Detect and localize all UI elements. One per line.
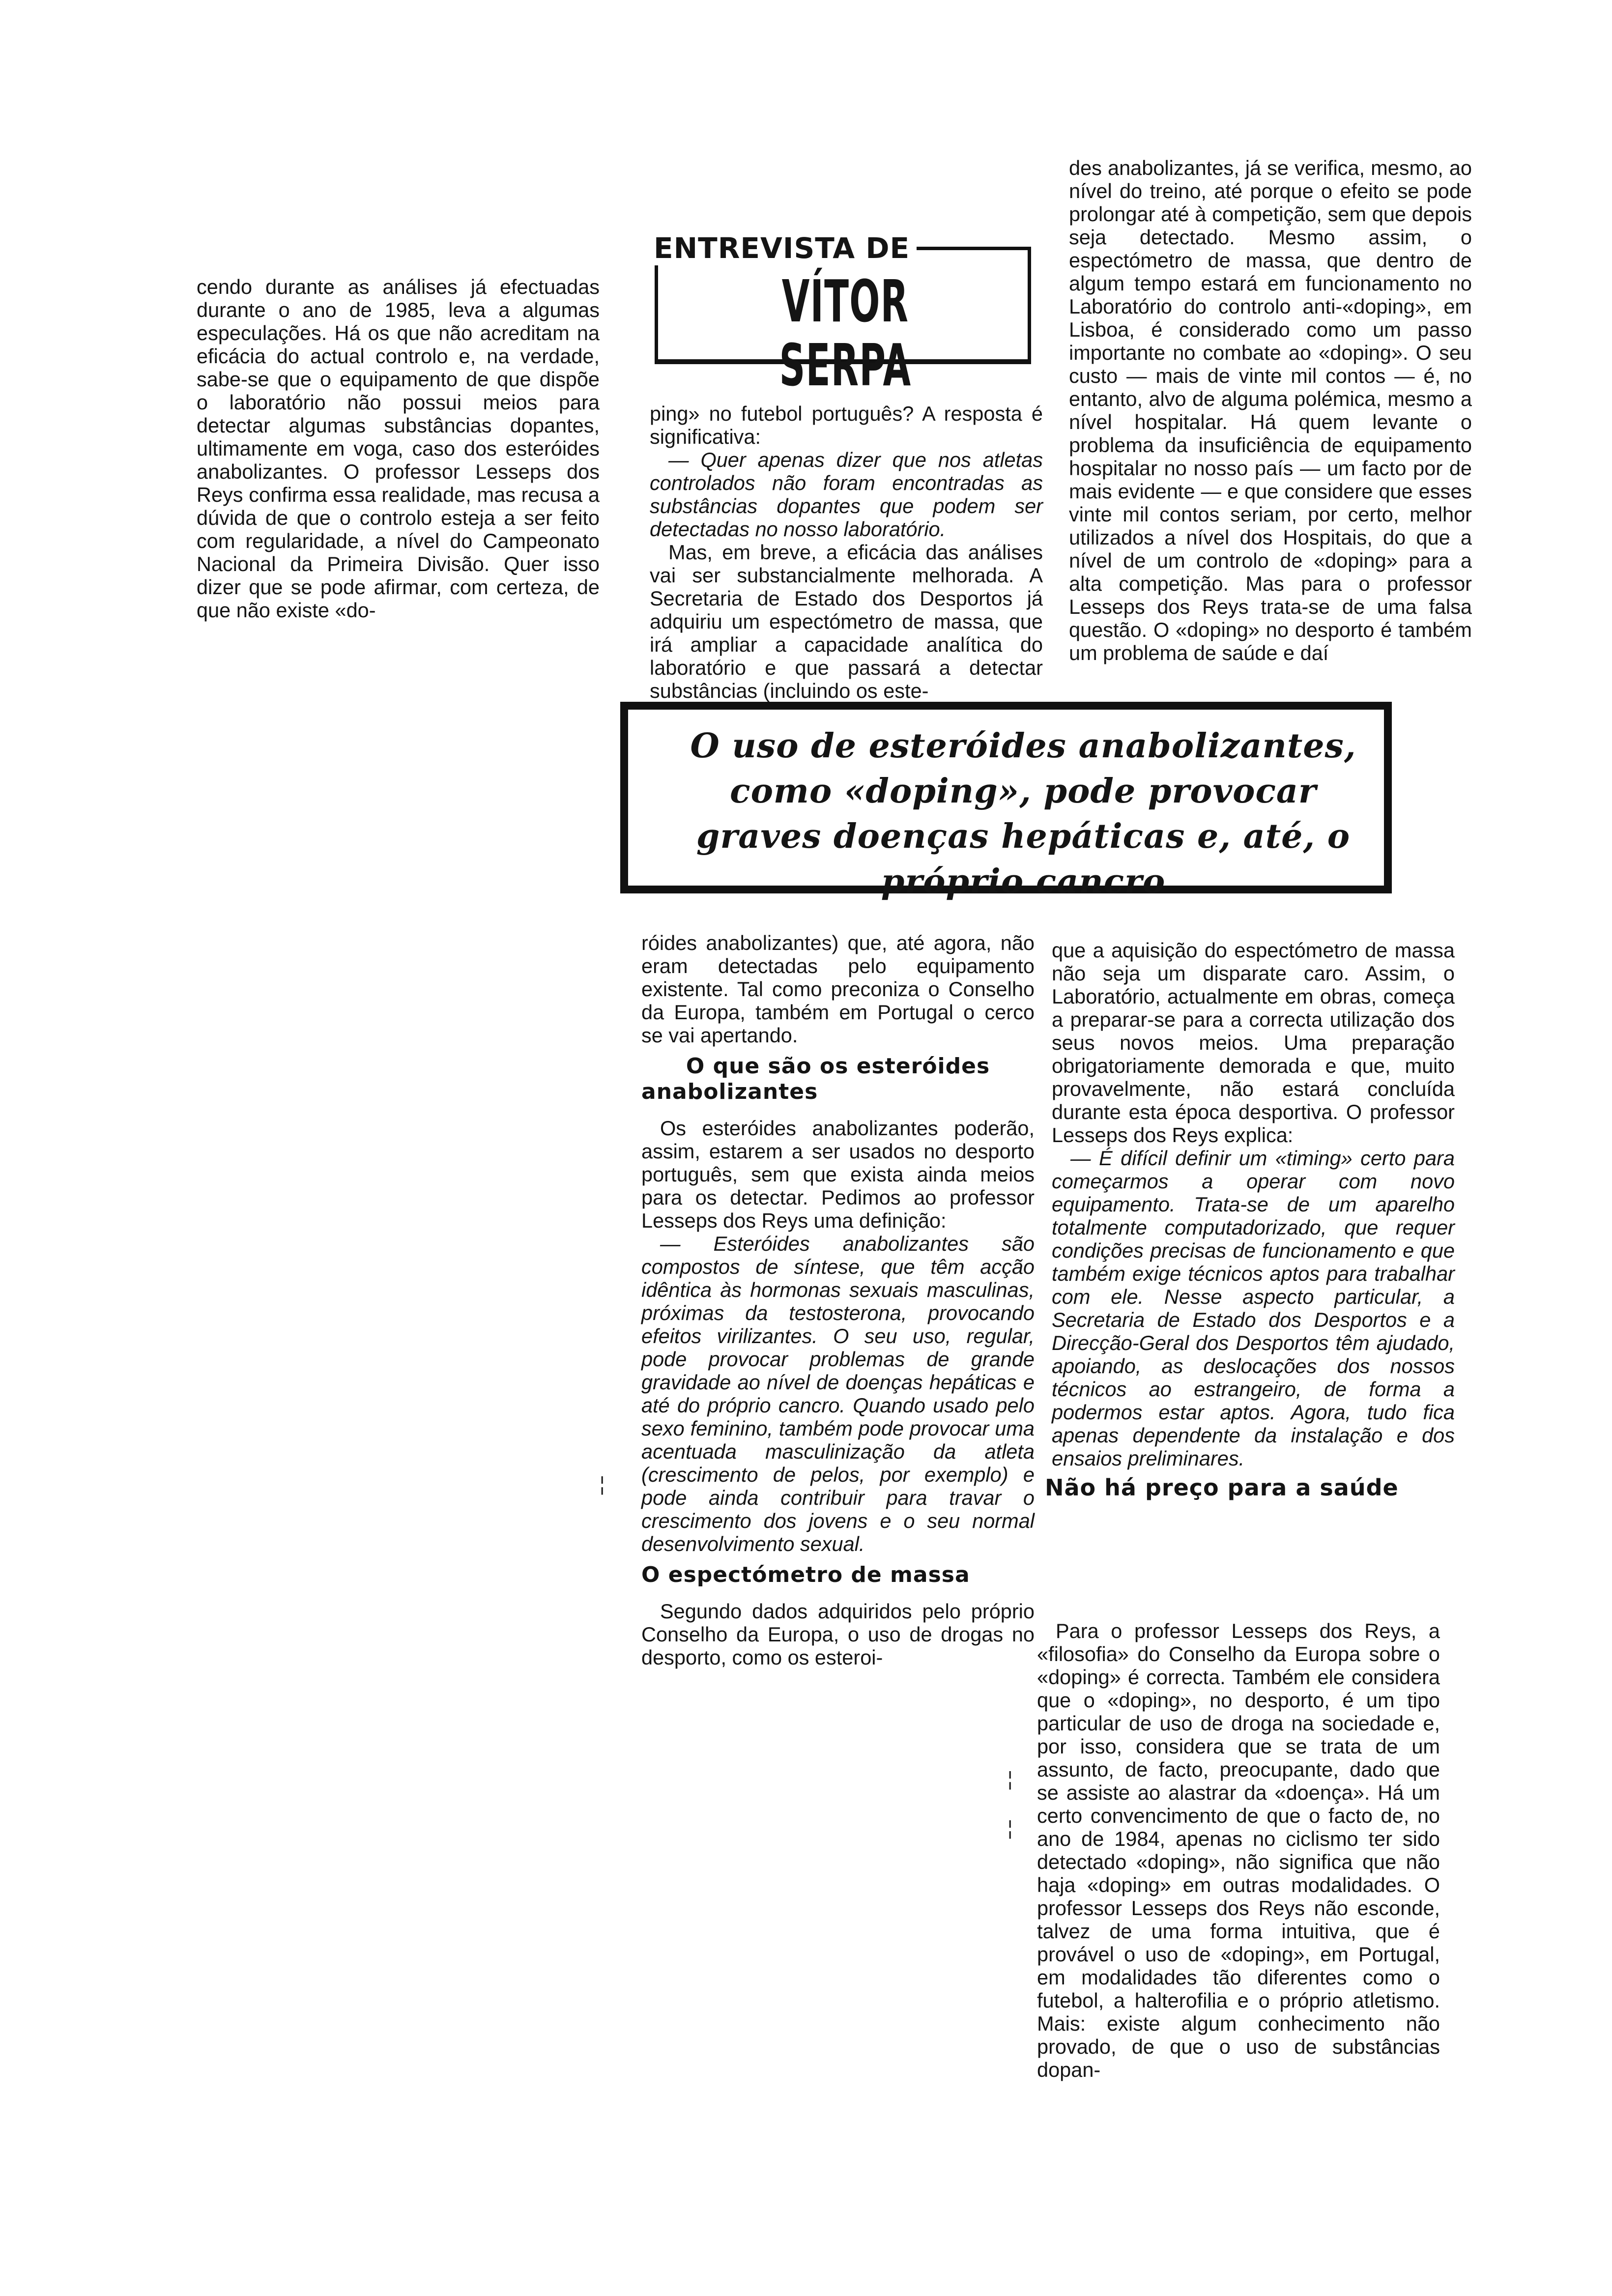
- scan-mark: ¦: [1008, 1768, 1013, 1790]
- paragraph: Para o professor Lesseps dos Reys, a «filosofia» do Conselho da Europa sobre o «doping» é correcta. Também ele considera que o «doping», no desporto, é um tipo particular de uso de droga na sociedade e, por isso, considera que se trata de um assunto, de facto, preocupante, dado que se assiste ao alastrar da «doença». Há um certo convencimento de que o facto de, no ano de 1984, apenas no ciclismo ter sido detectado «doping», não significa que não haja «doping» em outras modalidades. O professor Lesseps dos Reys não esconde, talvez de uma forma intuitiva, que é provável o uso de «doping», em Portugal, em modalidades tão diferentes como o futebol, a halterofilia e o próprio atletismo. Mais: existe algum conhecimento não provado, de que o uso de substâncias dopan-: [1037, 1619, 1440, 2081]
- interview-label: ENTREVISTA DE: [654, 231, 917, 265]
- interview-header: [654, 231, 1037, 399]
- column-right-top: [1069, 156, 1472, 664]
- quote-answer: — É difícil definir um «timing» certo para começarmos a operar com novo equipamento. Trata-se de um aparelho totalmente computadorizado, que requer condições precisas de funcionamento e que também exige técnicos aptos para trabalhar com ele. Nesse aspecto particular, a Secretaria de Estado dos Desportos e a Direcção-Geral dos Desportos têm ajudado, apoiando, as deslocações dos nossos técnicos ao estrangeiro, de forma a podermos estar aptos. Agora, tudo fica apenas dependente da instalação e dos ensaios preliminares.: [1052, 1147, 1455, 1470]
- interviewer-name: VÍTOR SERPA: [779, 267, 912, 399]
- paragraph: Segundo dados adquiridos pelo próprio Conselho da Europa, o uso de drogas no desporto, como os esteroi-: [641, 1600, 1035, 1669]
- column-middle-bottom: [641, 931, 1035, 1669]
- pull-quote-box: [620, 702, 1392, 901]
- scan-mark: ¦: [1008, 1817, 1013, 1839]
- paragraph: des anabolizantes, já se verifica, mesmo, ao nível do treino, até porque o efeito se pode prolongar até à competição, sem que depois seja detectado. Mesmo assim, o espectómetro de massa, que dentro de algum tempo estará em funcionamento no Laboratório do controlo anti-«doping», em Lisboa, é considerado como um passo importante no combate ao «doping». O seu custo — mais de vinte mil contos — é, no entanto, alvo de alguma polémica, mesmo a nível hospitalar. Há quem levante o problema da insuficiência de equipamento hospitalar no nosso país — um facto por de mais evidente — e que considere que esses vinte mil contos seriam, por certo, melhor utilizados a nível dos Hospitais, do que a nível de um controlo de «doping» para a alta competição. Mas para o professor Lesseps dos Reys trata-se de uma falsa questão. O «doping» no desporto é também um problema de saúde e daí: [1069, 156, 1472, 664]
- paragraph: Os esteróides anabolizantes poderão, assim, estarem a ser usados no desporto português, sem que exista ainda meios para os detectar. Pedimos ao professor Lesseps dos Reys uma definição:: [641, 1117, 1035, 1232]
- paragraph: que a aquisição do espectómetro de massa não seja um disparate caro. Assim, o Laboratório, actualmente em obras, começa a preparar-se para a correcta utilização dos seus novos meios. Uma preparação obrigatoriamente demorada e que, muito provavelmente, não estará concluída durante esta época desportiva. O professor Lesseps dos Reys explica:: [1052, 939, 1455, 1147]
- column-middle-top: [650, 402, 1043, 702]
- paragraph: ping» no futebol português? A resposta é significativa:: [650, 402, 1043, 448]
- quote-answer: — Esteróides anabolizantes são compostos de síntese, que têm acção idêntica às hormonas sexuais masculinas, próximas da testosterona, provocando efeitos virilizantes. O seu uso, regular, pode provocar problemas de grande gravidade ao nível de doenças hepáticas e até do próprio cancro. Quando usado pelo sexo feminino, também pode provocar uma acentuada masculinização da atleta (crescimento de pelos, por exemplo) e pode ainda contribuir para travar o crescimento dos jovens e o seu normal desenvolvimento sexual.: [641, 1232, 1035, 1555]
- subheading: Não há preço para a saúde: [1045, 1474, 1399, 1501]
- quote-answer: — Quer apenas dizer que nos atletas controlados não foram encontradas as substâncias dopantes que podem ser detectadas no nosso laboratório.: [650, 448, 1043, 541]
- paragraph: cendo durante as análises já efectuadas durante o ano de 1985, leva a algumas especulações. Há os que não acreditam na eficácia do actual controlo e, na verdade, sabe-se que o equipamento de que dispõe o laboratório não possui meios para detectar algumas substâncias dopantes, ultimamente em voga, caso dos esteróides anabolizantes. O professor Lesseps dos Reys confirma essa realidade, mas recusa a dúvida de que o controlo esteja a ser feito com regularidade, a nível do Campeonato Nacional da Primeira Divisão. Quer isso dizer que se pode afirmar, com certeza, de que não existe «do-: [197, 275, 600, 622]
- column-left: [197, 275, 600, 622]
- subheading: O que são os esteróides anabolizantes: [641, 1054, 990, 1104]
- paragraph: róides anabolizantes) que, até agora, não eram detectadas pelo equipamento existente. Tal como preconiza o Conselho da Europa, também em Portugal o cerco se vai apertando.: [641, 931, 1035, 1047]
- column-right-bottom: [1045, 939, 1455, 1525]
- paragraph: Mas, em breve, a eficácia das análises vai ser substancialmente melhorada. A Secretaria de Estado dos Desportos já adquiriu um espectómetro de massa, que irá ampliar a capacidade analítica do laboratório e que passará a detectar substâncias (incluindo os este-: [650, 541, 1043, 702]
- pull-quote-text: O uso de esteróides anabolizantes, como «doping», pode provocar graves doenças hepáticas e, até, o próprio cancro: [690, 726, 1356, 901]
- scan-mark: ¦: [600, 1473, 605, 1495]
- column-right-final: [1037, 1619, 1440, 2081]
- subheading: O espectómetro de massa: [641, 1562, 970, 1587]
